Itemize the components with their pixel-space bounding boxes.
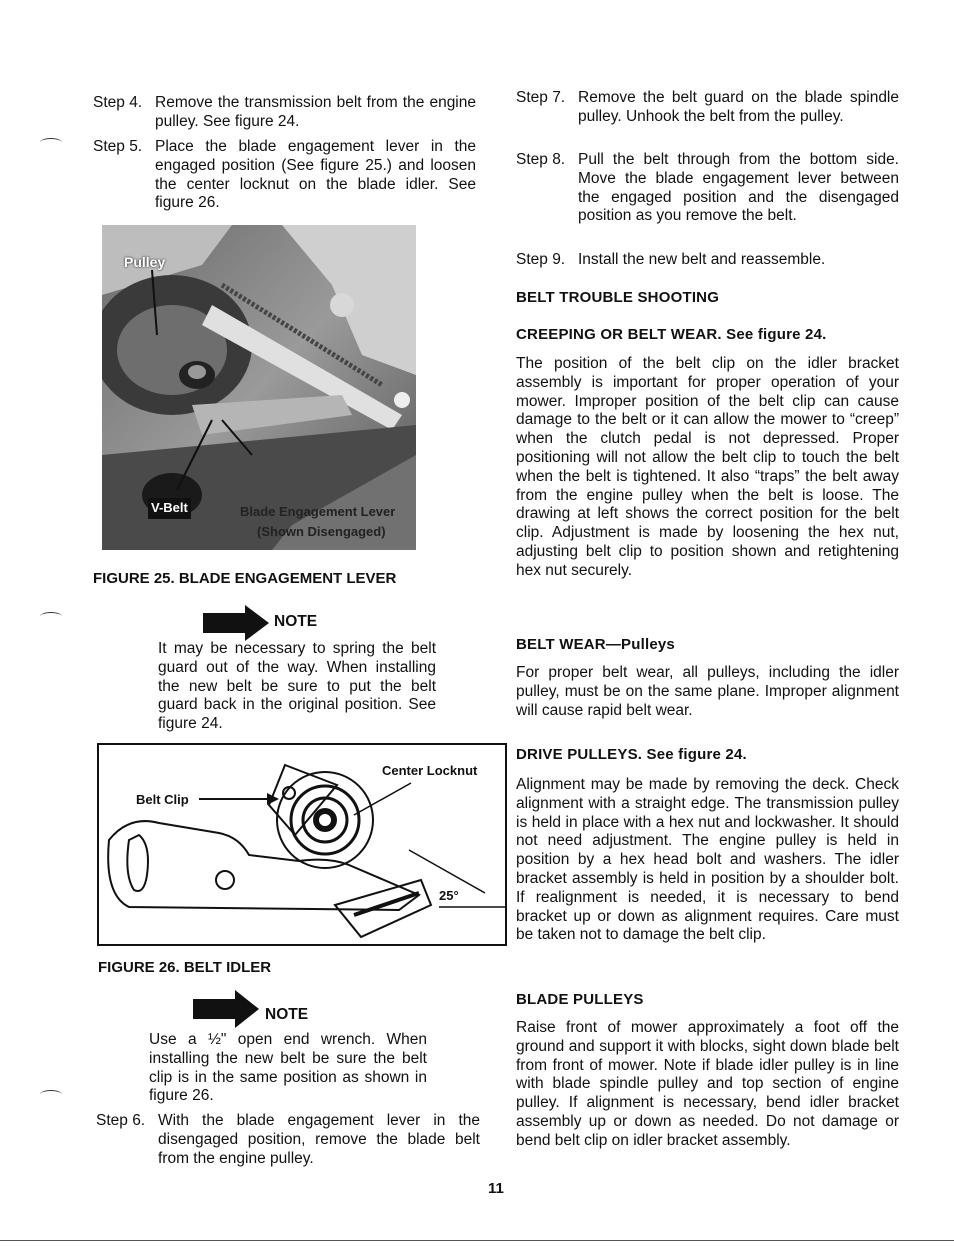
step-text: Remove the belt guard on the blade spindle pulley. Unhook the belt from the pulley.: [578, 89, 899, 125]
heading-blade-pulleys: BLADE PULLEYS: [516, 991, 644, 1008]
step-6: [96, 1112, 480, 1168]
step-5: [93, 138, 476, 213]
paragraph-blade-pulleys: Raise front of mower approximately a foot off the ground and support it with blocks, sight down blade belt from front of mower. Note if blade idler pulley is in line with blade spindle pulley and top section of engine pulley. If alignment is necessary, bend idler bracket assembly up or down as needed. Do not damage or bend belt clip on idler bracket assembly.: [516, 1019, 899, 1149]
note-title: NOTE: [265, 1006, 309, 1023]
note-text: Use a ½" open end wrench. When installing the new belt be sure the belt clip is in the same position as shown in figure 26.: [149, 1031, 427, 1105]
heading-creeping: CREEPING OR BELT WEAR. See figure 24.: [516, 326, 827, 343]
figure-26-caption: FIGURE 26. BELT IDLER: [98, 959, 272, 976]
step-text: Remove the transmission belt from the engine pulley. See figure 24.: [155, 94, 476, 130]
step-label: Step 4.: [93, 94, 143, 111]
step-label: Step 9.: [516, 251, 566, 268]
photo-label-pulley: Pulley: [124, 254, 166, 270]
heading-belt-wear: BELT WEAR—Pulleys: [516, 636, 675, 653]
step-text: Pull the belt through from the bottom side. Move the blade engagement lever between the engaged position and the disengaged position as you remove the belt.: [578, 151, 899, 225]
heading-belt-trouble-shooting: BELT TROUBLE SHOOTING: [516, 289, 720, 306]
step-label: Step 8.: [516, 151, 566, 168]
paragraph-belt-wear: For proper belt wear, all pulleys, including the idler pulley, must be on the same plane. Improper alignment will cause rapid belt wear.: [516, 664, 899, 719]
step-4: [93, 94, 476, 132]
label-angle: 25°: [439, 888, 459, 903]
step-label: Step 5.: [93, 138, 143, 155]
figure-25-photo: [102, 225, 416, 550]
photo-label-lever-state: (Shown Disengaged): [257, 524, 386, 539]
step-9: [516, 251, 899, 270]
step-7: [516, 89, 899, 127]
photo-label-lever: Blade Engagement Lever: [240, 504, 396, 519]
paragraph-creeping: The position of the belt clip on the idler bracket assembly is important for proper operation of your mower. Improper position of the belt clip can cause damage to the belt or it can allow the mower to “creep” when the clutch pedal is not depressed. Proper positioning will not allow the belt clip to touch the belt when the belt is tightened. It also “traps” the belt away from the engine pulley when the belt is loose. The drawing at left shows the correct position for the belt clip. Adjustment is made by loosening the hex nut, adjusting belt clip to position shown and retightening hex nut securely.: [516, 355, 899, 579]
note-title: NOTE: [274, 613, 318, 630]
step-text: Place the blade engagement lever in the engaged position (See figure 25.) and loosen the center locknut on the blade idler. See figure 26.: [155, 138, 476, 212]
page-number: 11: [488, 1180, 504, 1197]
figure-25-caption: FIGURE 25. BLADE ENGAGEMENT LEVER: [93, 570, 397, 587]
step-label: Step 7.: [516, 89, 566, 106]
step-8: [516, 151, 899, 226]
step-label: Step 6.: [96, 1112, 146, 1129]
label-belt-clip: Belt Clip: [136, 792, 189, 807]
margin-mark: [40, 612, 62, 621]
photo-label-vbelt: V-Belt: [148, 498, 191, 519]
note-text: It may be necessary to spring the belt guard out of the way. When installing the new belt be sure to put the belt guard back in the original position. See figure 24.: [158, 640, 436, 733]
figure-26-drawing: [97, 743, 507, 946]
margin-mark: [40, 138, 62, 147]
step-text: With the blade engagement lever in the disengaged position, remove the blade belt from the engine pulley.: [158, 1112, 480, 1167]
heading-drive-pulleys: DRIVE PULLEYS. See figure 24.: [516, 746, 747, 763]
paragraph-drive-pulleys: Alignment may be made by removing the deck. Check alignment with a straight edge. The transmission pulley is held in place with a hex nut and lockwasher. It should not need adjustment. The engine pulley is held in position by a hex head bolt and washers. The idler bracket assembly is held in position by a shoulder bolt. If realignment is needed, it is necessary to bend bracket up or down as alignment requires. Care must be taken not to damage the belt clip.: [516, 776, 899, 944]
bottom-rule: [0, 1240, 954, 1241]
margin-mark: [40, 1090, 62, 1099]
step-text: Install the new belt and reassemble.: [578, 251, 826, 268]
label-center-locknut: Center Locknut: [382, 763, 478, 778]
arrow-icon: [193, 990, 259, 1034]
